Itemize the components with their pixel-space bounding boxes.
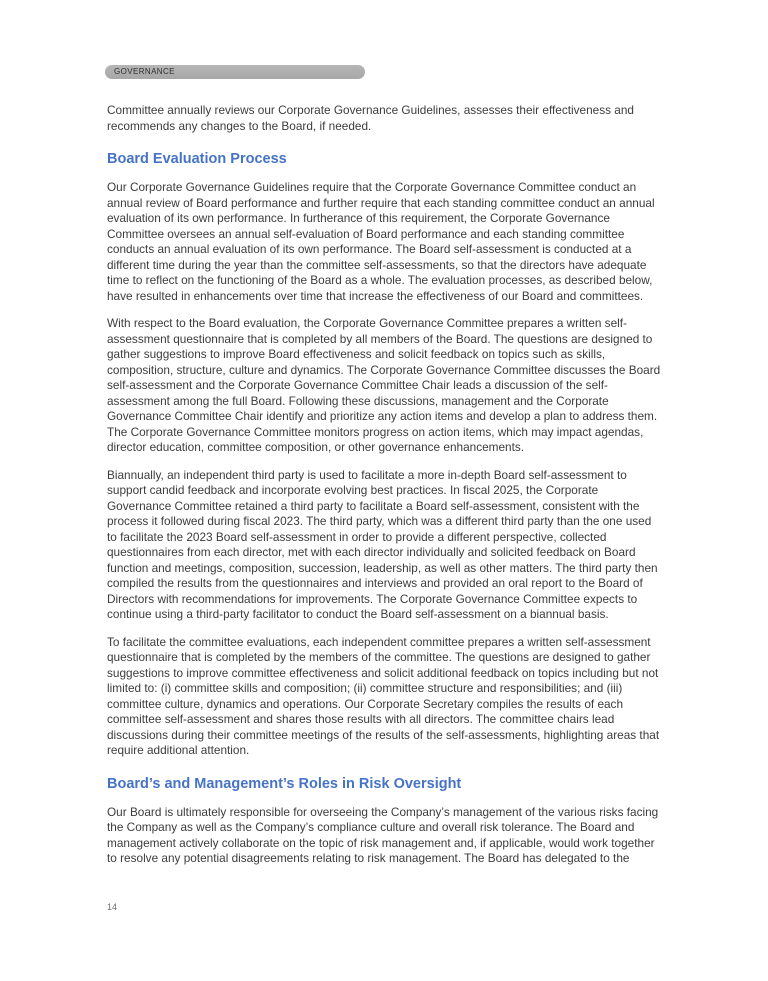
board-evaluation-paragraph-2: With respect to the Board evaluation, the Corporate Governance Committee prepares a written self-assessment questionnaire that is completed by all members of the Board. The questions are designed to gather suggestions to improve Board effectiveness and solicit feedback on topics such as skills, composition, structure, culture and dynamics. The Corporate Governance Committee discusses the Board self-assessment and the Corporate Governance Committee Chair leads a discussion of the self-assessment among the full Board. Following these discussions, management and the Corporate Governance Committee Chair identify and prioritize any action items and develop a plan to address them. The Corporate Governance Committee monitors progress on action items, which may impact agendas, director education, committee composition, or other governance enhancements. xyxy=(107,316,661,454)
heading-board-evaluation-process: Board Evaluation Process xyxy=(107,151,287,167)
intro-paragraph: Committee annually reviews our Corporate Governance Guidelines, assesses their effectiveness and recommends any changes to the Board, if needed. xyxy=(107,103,634,133)
document-body xyxy=(107,103,663,879)
governance-tag-label: GOVERNANCE xyxy=(114,67,175,76)
board-evaluation-paragraph-3: Biannually, an independent third party is used to facilitate a more in-depth Board self-assessment to support candid feedback and incorporate evolving best practices. In fiscal 2025, the Corporate Governance Committee retained a third party to facilitate a Board self-assessment, consistent with the process it followed during fiscal 2023. The third party, which was a different third party than the one used to facilitate the 2023 Board self-assessment in order to provide a different perspective, collected questionnaires from each director, met with each director individually and solicited feedback on Board function and meetings, composition, succession, leadership, as well as other matters. The third party then compiled the results from the questionnaires and interviews and provided an oral report to the Board of Directors with recommendations for improvements. The Corporate Governance Committee expects to continue using a third-party facilitator to conduct the Board self-assessment on a biannual basis. xyxy=(107,467,658,621)
page-number: 14 xyxy=(107,902,118,912)
board-evaluation-paragraph-4: To facilitate the committee evaluations, each independent committee prepares a written self-assessment questionnaire that is completed by the members of the committee. The questions are designed to gather suggestions to improve committee effectiveness and solicit additional feedback on topics including but not limited to: (i) committee skills and composition; (ii) committee structure and responsibilities; and (iii) committee culture, dynamics and operations. Our Corporate Secretary compiles the results of each committee self-assessment and shares those results with all directors. The committee chairs lead discussions during their committee meetings of the results of the self-assessments, highlighting areas that require additional attention. xyxy=(107,634,660,757)
board-evaluation-paragraph-1: Our Corporate Governance Guidelines require that the Corporate Governance Committee conduct an annual review of Board performance and further require that each standing committee conduct an annual evaluation of its own performance. In furtherance of this requirement, the Corporate Governance Committee oversees an annual self-evaluation of Board performance and each standing committee conducts an annual evaluation of its own performance. The Board self-assessment is conducted at a different time during the year than the committee self-assessments, so that the directors have adequate time to reflect on the functioning of the Board as a whole. The evaluation processes, as described below, have resulted in enhancements over time that increase the effectiveness of our Board and committees. xyxy=(107,180,655,303)
governance-section-tag xyxy=(105,65,365,79)
heading-risk-oversight: Board’s and Management’s Roles in Risk Oversight xyxy=(107,775,462,792)
risk-oversight-paragraph-1: Our Board is ultimately responsible for overseeing the Company’s management of the various risks facing the Company as well as the Company’s compliance culture and overall risk tolerance. The Board and management actively collaborate on the topic of risk management and, if applicable, would work together to resolve any potential disagreements relating to risk management. The Board has delegated to the xyxy=(107,804,659,865)
